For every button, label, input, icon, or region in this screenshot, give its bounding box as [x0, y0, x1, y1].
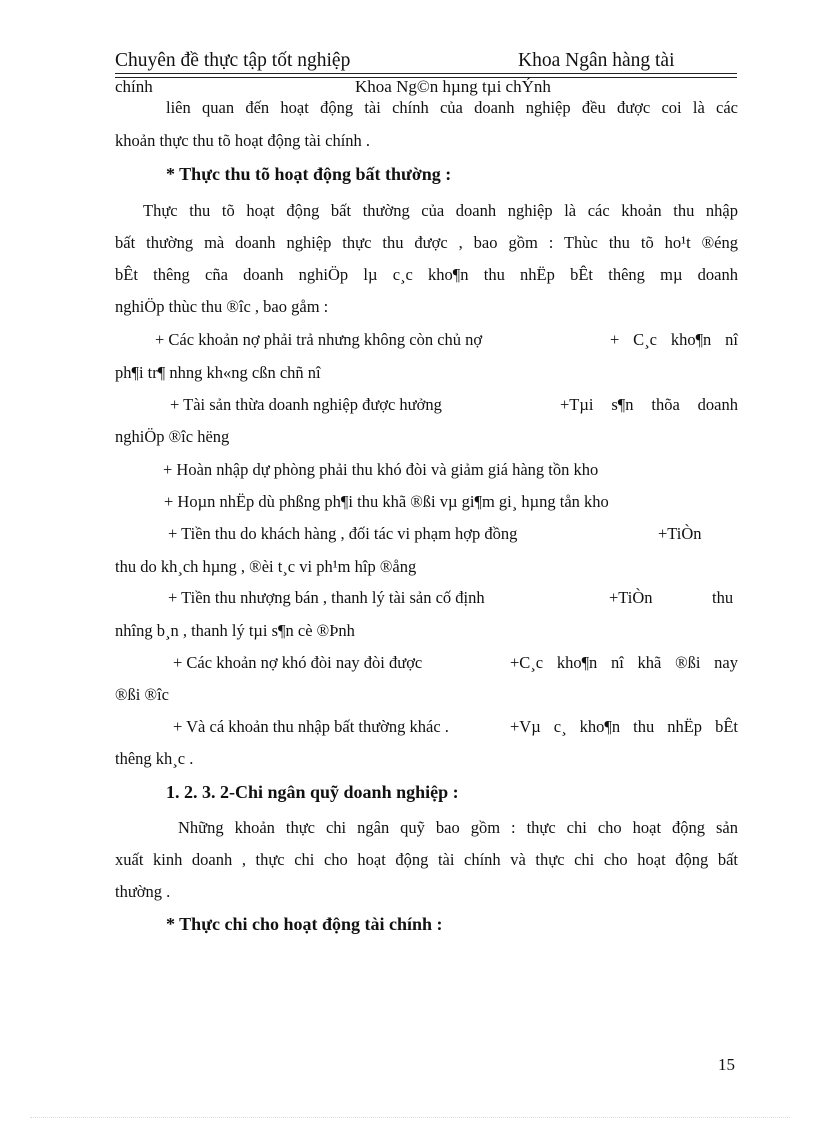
body-line-6: nghiÖp thùc thu ®îc , bao gåm : [115, 297, 329, 316]
header-right: Khoa Ngân hàng tài [518, 50, 675, 71]
list-item-g-cont: thêng kh¸c . [115, 749, 194, 768]
list-item-g: + Và cá khoản thu nhập bất thường khác . [173, 717, 449, 736]
page-number: 15 [718, 1055, 735, 1074]
list-item-d-dup: +TiÒn [658, 524, 702, 543]
body-line-2: khoản thực thu tõ hoạt động tài chính . [115, 131, 371, 150]
body-line-22: xuất kinh doanh , thực chi cho hoạt động tài chính và thực chi cho hoạt động bất [115, 850, 738, 869]
list-item-d: + Tiền thu do khách hàng , đối tác vi phạm hợp đồng [168, 524, 518, 543]
list-item-e: + Tiền thu nhượng bán , thanh lý tài sản cố định [168, 588, 485, 607]
subsection-heading: 1. 2. 3. 2-Chi ngân quỹ doanh nghiệp : [166, 782, 459, 802]
section-heading: * Thực thu tõ hoạt động bất thường : [166, 164, 452, 184]
body-line-5: bÊt thêng cña doanh nghiÖp lµ c¸c kho¶n thu nhËp bÊt thêng mµ doanh [115, 265, 738, 284]
list-item-d-cont: thu do kh¸ch hµng , ®èi t¸c vi ph¹m hîp ®ång [115, 557, 417, 576]
list-item-a-cont: ph¶i tr¶ nhng kh«ng cßn chñ nî [115, 363, 321, 382]
list-item-e-dup-end: thu [712, 588, 734, 607]
list-item-b-cont: nghiÖp ®îc hëng [115, 427, 230, 446]
list-item-e-dup: +TiÒn [609, 588, 653, 607]
list-item-a: + Các khoản nợ phải trả nhưng không còn chủ nợ [155, 330, 483, 349]
section-heading-2: * Thực chi cho hoạt động tài chính : [166, 914, 443, 934]
list-item-c: + Hoàn nhập dự phòng phải thu khó đòi và giảm giá hàng tồn kho [163, 460, 599, 479]
list-item-b-dup: +Tµi s¶n thõa doanh [560, 395, 738, 414]
list-item-e-cont: nhîng b¸n , thanh lý tµi s¶n cè ®Þnh [115, 621, 355, 640]
list-item-f-cont: ®ßi ®îc [115, 685, 169, 704]
body-line-3: Thực thu tõ hoạt động bất thường của doanh nghiệp là các khoản thu nhập [143, 201, 738, 220]
header-line2-left: chính [115, 77, 153, 96]
page-edge-divider [30, 1117, 790, 1118]
header-left: Chuyên đề thực tập tốt nghiệp [115, 50, 351, 71]
list-item-f-dup: +C¸c kho¶n nî khã ®ßi nay [510, 653, 738, 672]
body-line-23: thường . [115, 882, 171, 901]
list-item-a-dup: + C¸c kho¶n nî [610, 330, 738, 349]
list-item-f: + Các khoản nợ khó đòi nay đòi được [173, 653, 423, 672]
body-line-1: liên quan đến hoạt động tài chính của doanh nghiệp đều được coi là các [166, 98, 738, 117]
list-item-c-dup: + Hoµn nhËp dù phßng ph¶i thu khã ®ßi vµ gi¶m gi¸ hµng tån kho [164, 492, 609, 511]
list-item-b: + Tài sản thừa doanh nghiệp được hưởng [170, 395, 442, 414]
body-line-4: bất thường mà doanh nghiệp thực thu được , bao gồm : Thùc thu tõ ho¹t ®éng [115, 233, 738, 252]
header-rule [115, 73, 737, 74]
list-item-g-dup: +Vµ c¸ kho¶n thu nhËp bÊt [510, 717, 738, 736]
header-line2-center: Khoa Ng©n hµng tµi chÝnh [355, 77, 551, 96]
body-line-21: Những khoản thực chi ngân quỹ bao gồm : thực chi cho hoạt động sản [178, 818, 738, 837]
